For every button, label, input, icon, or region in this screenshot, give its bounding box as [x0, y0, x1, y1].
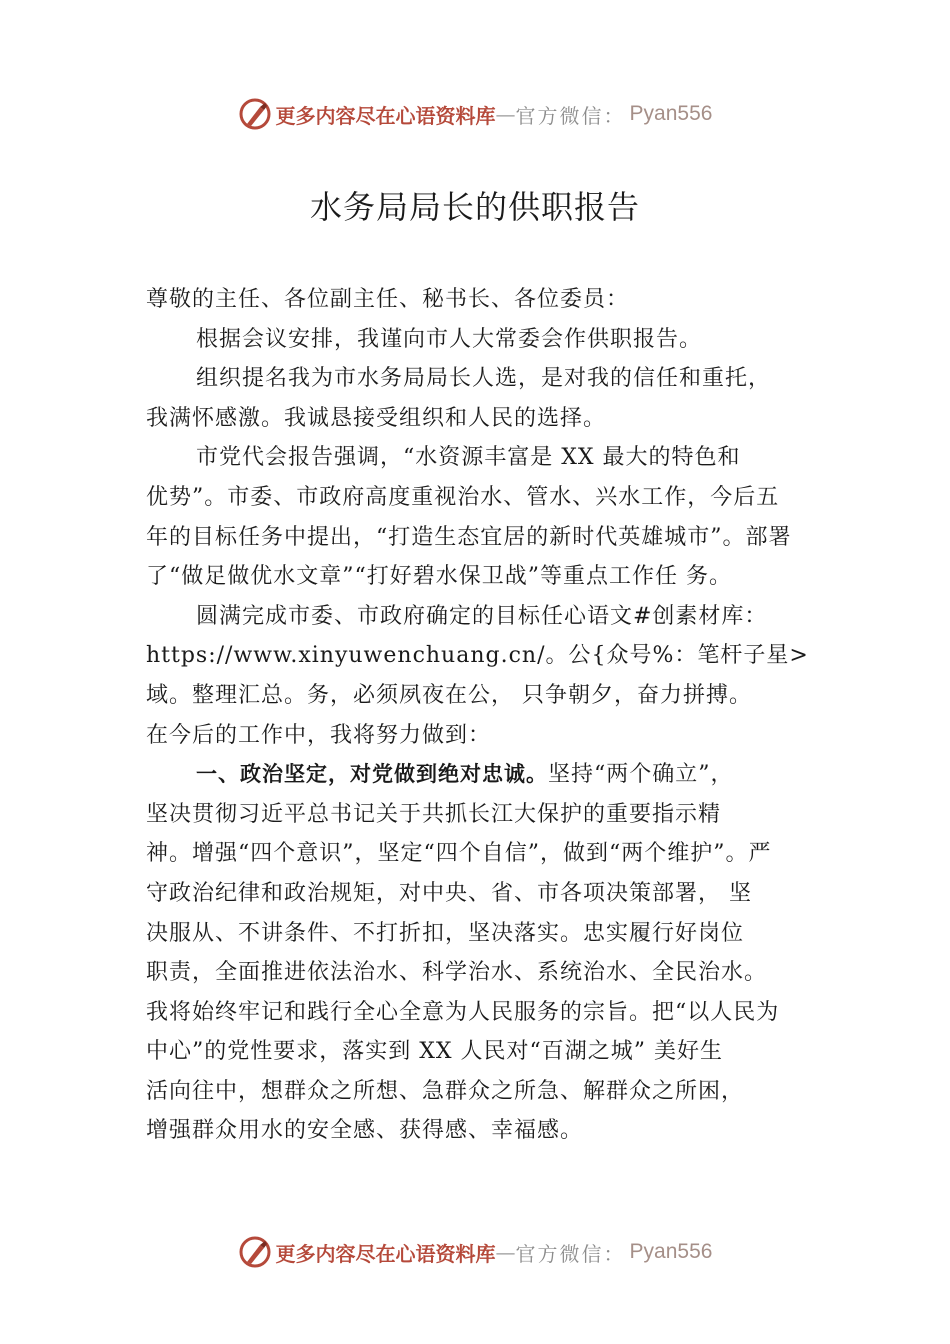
- line-text: 坚持“两个确立”，: [548, 762, 734, 788]
- text-line: [146, 557, 836, 597]
- line-text: 我将始终牢记和践行全心全意为人民服务的宗旨。把“以人民为: [146, 999, 780, 1025]
- text-line: [146, 478, 836, 518]
- text-line: [146, 834, 836, 874]
- line-text: 活向往中，想群众之所想、急群众之所急、解群众之所困，: [146, 1078, 745, 1104]
- text-line: [146, 795, 836, 835]
- line-text: 坚决贯彻习近平总书记关于共抓长江大保护的重要指示精: [146, 801, 722, 827]
- text-line: [146, 636, 836, 676]
- line-text: 市党代会报告强调，“水资源丰富是 XX 最大的特色和: [196, 445, 741, 471]
- footer-watermark: [0, 1232, 950, 1272]
- document-title: 水务局局长的供职报告: [309, 188, 640, 226]
- watermark-brand: 更多内容尽在心语资料库: [275, 103, 496, 128]
- watermark-official-label: 官方微信：: [515, 103, 626, 128]
- text-line: [146, 1072, 836, 1112]
- text-line: [146, 597, 836, 637]
- text-line: [146, 953, 836, 993]
- line-text: 圆满完成市委、市政府确定的目标任心语文#创素材库：: [196, 603, 768, 629]
- line-text: 优势”。市委、市政府高度重视治水、管水、兴水工作，今后五: [146, 484, 780, 510]
- text-line: [146, 280, 836, 320]
- watermark-separator: —: [495, 1240, 516, 1264]
- header-watermark: [0, 94, 950, 134]
- line-text: 中心”的党性要求，落实到 XX 人民对“百湖之城” 美好生: [146, 1039, 724, 1065]
- line-text: 决服从、不讲条件、不打折扣，坚决落实。忠实履行好岗位: [146, 920, 745, 946]
- pen-nib-circle-icon: [238, 97, 272, 131]
- line-text: 神。增强“四个意识”，坚定“四个自信”，做到“两个维护”。严: [146, 841, 772, 867]
- line-text: 域。整理汇总。务，必须夙夜在公， 只争朝夕，奋力拼搏。: [146, 682, 752, 708]
- line-text: 了“做足做优水文章”“打好碧水保卫战”等重点工作任 务。: [146, 564, 732, 590]
- line-text: 根据会议安排，我谨向市人大常委会作供职报告。: [196, 326, 703, 352]
- line-text: 守政治纪律和政治规矩，对中央、省、市各项决策部署， 坚: [146, 880, 752, 906]
- section-heading: 一、政治坚定，对党做到绝对忠诚。: [196, 762, 548, 787]
- text-line: [146, 438, 836, 478]
- pen-nib-circle-icon: [238, 1235, 272, 1269]
- text-line: [146, 676, 836, 716]
- text-line: [146, 359, 836, 399]
- text-line: [146, 399, 836, 439]
- line-text: https://www.xinyuwenchuang.cn/。公{众号%：笔杆子星>: [146, 643, 809, 669]
- text-line: [146, 320, 836, 360]
- line-text: 年的目标任务中提出，“打造生态宜居的新时代英雄城市”。部署: [146, 524, 792, 550]
- watermark-wechat-id: Pyan556: [629, 1240, 713, 1263]
- line-text: 在今后的工作中，我将努力做到：: [146, 722, 492, 748]
- text-line: [146, 755, 836, 795]
- watermark-wechat-id: Pyan556: [629, 102, 713, 125]
- watermark-brand: 更多内容尽在心语资料库: [275, 1241, 496, 1266]
- watermark-separator: —: [495, 102, 516, 126]
- line-text: 我满怀感激。我诚恳接受组织和人民的选择。: [146, 405, 607, 431]
- text-line: [146, 914, 836, 954]
- watermark-official-label: 官方微信：: [515, 1241, 626, 1266]
- line-text: 职责，全面推进依法治水、科学治水、系统治水、全民治水。: [146, 960, 768, 986]
- line-text: 组织提名我为市水务局局长人选，是对我的信任和重托，: [196, 366, 772, 392]
- line-text: 增强群众用水的安全感、获得感、幸福感。: [146, 1118, 584, 1144]
- text-line: [146, 1111, 836, 1151]
- text-line: [146, 1032, 836, 1072]
- text-line: [146, 518, 836, 558]
- line-text: 尊敬的主任、各位副主任、秘书长、各位委员：: [146, 287, 630, 312]
- text-line: [146, 874, 836, 914]
- text-line: [146, 716, 836, 756]
- text-line: [146, 993, 836, 1033]
- document-body: [146, 280, 836, 1151]
